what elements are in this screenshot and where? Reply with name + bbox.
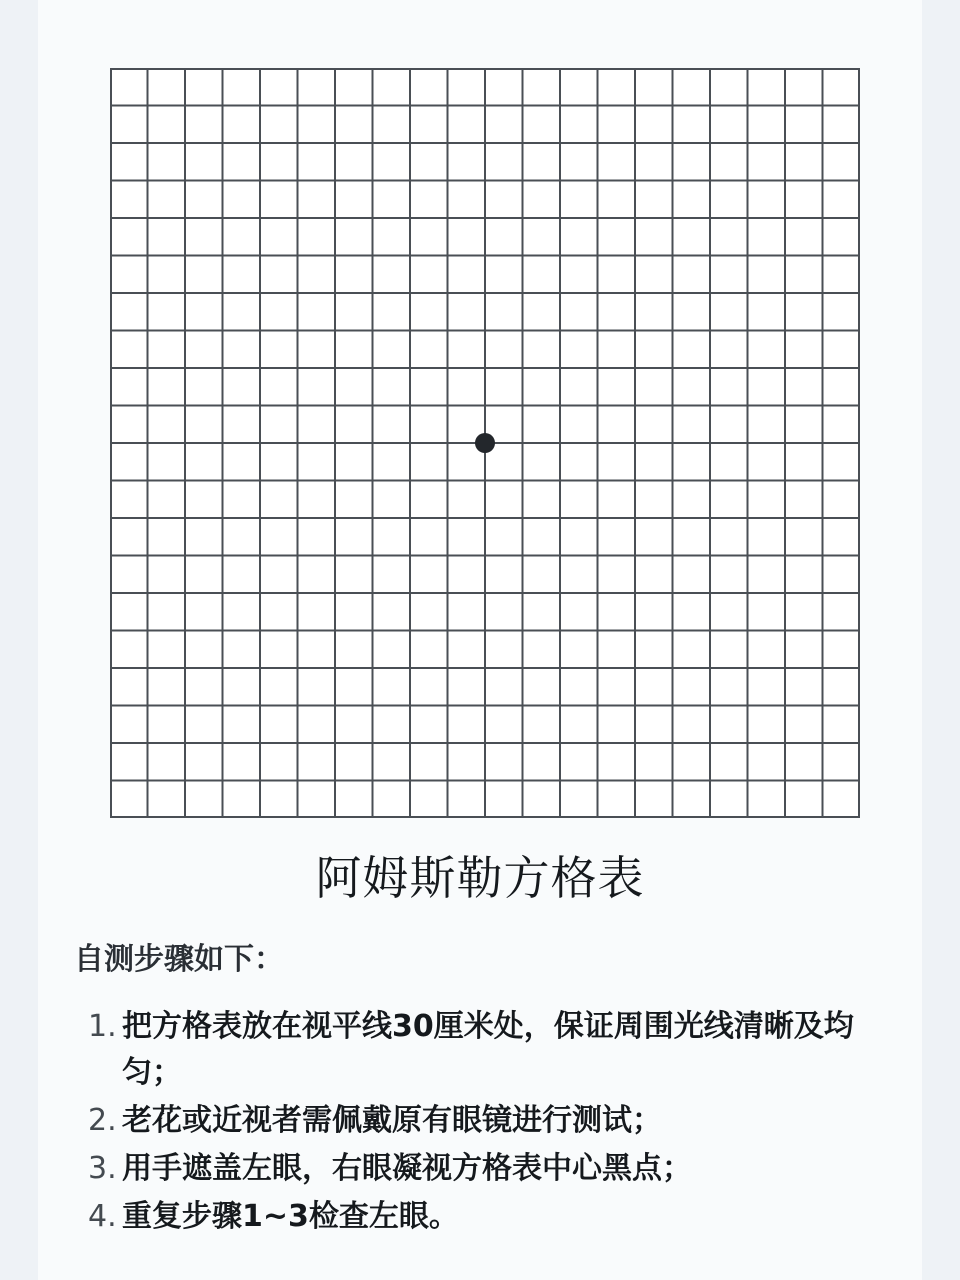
step-number: 3.	[88, 1151, 117, 1186]
step-item	[88, 1146, 908, 1192]
center-dot	[475, 433, 495, 453]
step-item	[88, 1004, 908, 1096]
chart-title: 阿姆斯勒方格表	[315, 851, 645, 905]
step-number: 4.	[88, 1199, 117, 1234]
step-item	[88, 1098, 908, 1144]
amsler-grid-svg	[110, 68, 860, 818]
step-text: 把方格表放在视平线30厘米处，保证周围光线清晰及均匀；	[122, 1009, 854, 1090]
amsler-grid	[110, 68, 860, 818]
step-text: 重复步骤1~3检查左眼。	[122, 1199, 459, 1234]
steps-list	[88, 1004, 908, 1242]
step-item	[88, 1194, 908, 1240]
step-text: 老花或近视者需佩戴原有眼镜进行测试；	[122, 1103, 662, 1138]
step-number: 1.	[88, 1009, 117, 1044]
steps-heading: 自测步骤如下：	[74, 942, 284, 977]
step-number: 2.	[88, 1103, 117, 1138]
step-text: 用手遮盖左眼，右眼凝视方格表中心黑点；	[122, 1151, 692, 1186]
